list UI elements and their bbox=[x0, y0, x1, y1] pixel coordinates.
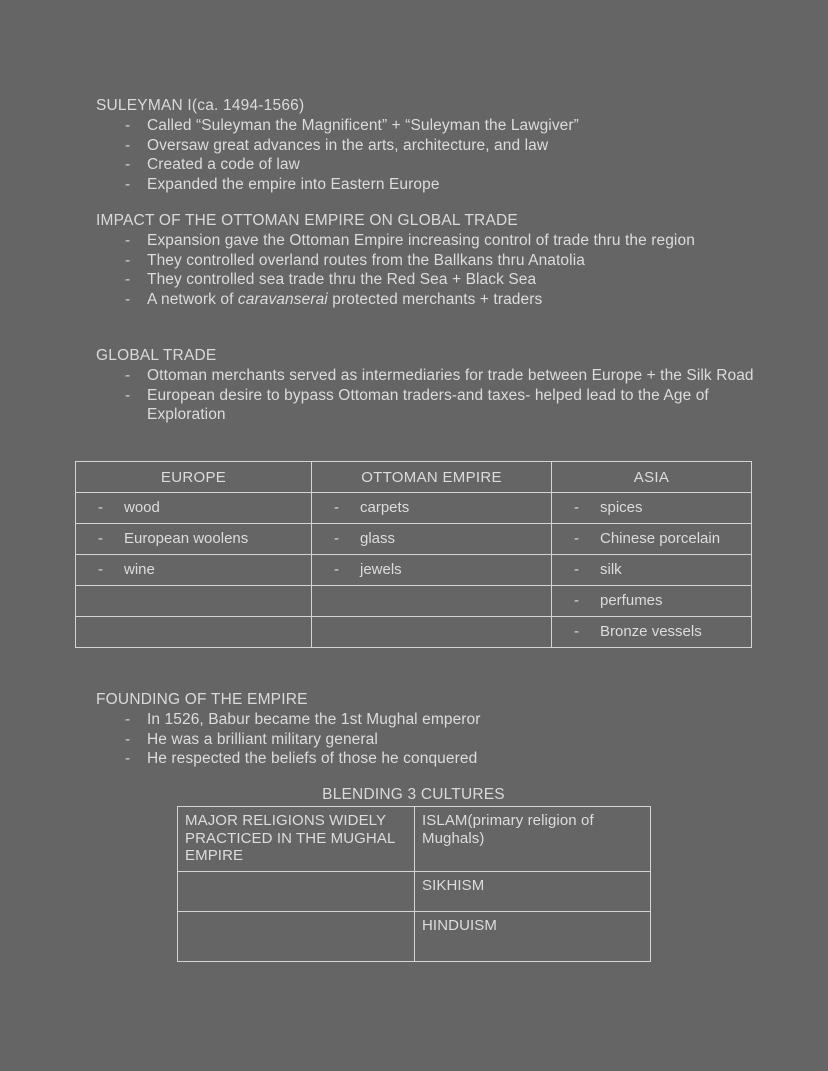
section-impact-ottoman-trade bbox=[96, 211, 756, 309]
list-item-caravanserai bbox=[96, 290, 756, 310]
bullet-dash-icon: - bbox=[125, 175, 131, 193]
bullet-dash-icon: - bbox=[125, 750, 131, 768]
table-row bbox=[76, 524, 752, 555]
list-item-text: Expanded the empire into Eastern Europe bbox=[147, 175, 440, 193]
list-item bbox=[96, 155, 756, 175]
cell-europe bbox=[76, 524, 312, 555]
list-item-text: In 1526, Babur became the 1st Mughal emperor bbox=[147, 711, 481, 728]
list-item bbox=[96, 251, 756, 271]
list-item bbox=[96, 749, 756, 769]
list-item bbox=[96, 231, 756, 251]
column-header-europe: EUROPE bbox=[76, 462, 312, 493]
bullet-list bbox=[96, 116, 756, 194]
bullet-dash-icon: - bbox=[125, 156, 131, 174]
bullet-dash-icon: - bbox=[574, 623, 579, 640]
list-item bbox=[96, 116, 756, 136]
bullet-dash-icon: - bbox=[125, 730, 131, 748]
cell-ottoman-empty bbox=[312, 586, 552, 617]
list-item bbox=[96, 386, 756, 425]
cell-text: carpets bbox=[360, 499, 410, 516]
list-item-text: They controlled overland routes from the Ballkans thru Anatolia bbox=[147, 251, 585, 269]
cell-asia bbox=[552, 586, 752, 617]
cell-text: silk bbox=[600, 561, 622, 578]
cell-europe bbox=[76, 555, 312, 586]
cell-asia bbox=[552, 493, 752, 524]
cell-europe bbox=[76, 493, 312, 524]
cell-religion-hinduism: HINDUISM bbox=[415, 911, 651, 961]
bullet-dash-icon: - bbox=[125, 251, 131, 269]
section-suleyman bbox=[96, 96, 756, 194]
list-item-text: Ottoman merchants served as intermediaries for trade between Europe + the Silk Road bbox=[147, 367, 754, 384]
section-heading: SULEYMAN I(ca. 1494-1566) bbox=[96, 97, 305, 114]
bullet-dash-icon: - bbox=[98, 561, 103, 578]
bullet-list bbox=[96, 231, 756, 309]
cell-text: jewels bbox=[360, 561, 402, 578]
table-row bbox=[76, 617, 752, 648]
bullet-dash-icon: - bbox=[334, 530, 339, 547]
table-row bbox=[76, 555, 752, 586]
list-item-text: A network of caravanserai protected merchants + traders bbox=[147, 290, 543, 308]
cell-ottoman bbox=[312, 524, 552, 555]
bullet-dash-icon: - bbox=[98, 499, 103, 516]
list-item bbox=[96, 730, 756, 750]
cell-text: perfumes bbox=[600, 592, 663, 609]
cell-text: Chinese porcelain bbox=[600, 530, 721, 547]
bullet-dash-icon: - bbox=[98, 530, 103, 547]
cell-text: European woolens bbox=[124, 530, 249, 547]
section-heading: GLOBAL TRADE bbox=[96, 347, 217, 364]
bullet-dash-icon: - bbox=[334, 561, 339, 578]
cell-ottoman-empty bbox=[312, 617, 552, 648]
cell-religion-sikhism: SIKHISM bbox=[415, 871, 651, 911]
cell-text: glass bbox=[360, 530, 396, 547]
list-item-text: He respected the beliefs of those he conquered bbox=[147, 750, 478, 768]
cell-text: Bronze vessels bbox=[600, 623, 702, 640]
list-item bbox=[96, 710, 756, 730]
blending-cultures-title: BLENDING 3 CULTURES bbox=[322, 786, 505, 803]
table-row bbox=[178, 807, 651, 872]
bullet-dash-icon: - bbox=[125, 367, 131, 384]
bullet-dash-icon: - bbox=[125, 290, 131, 308]
list-item bbox=[96, 175, 756, 195]
mughal-religions-table bbox=[177, 806, 651, 962]
table-header-row bbox=[76, 462, 752, 493]
list-item-text: Expansion gave the Ottoman Empire increasing control of trade thru the region bbox=[147, 232, 695, 249]
list-item bbox=[96, 366, 756, 386]
list-item-text: He was a brilliant military general bbox=[147, 730, 378, 748]
cell-empty bbox=[178, 871, 415, 911]
italic-term: caravanserai bbox=[237, 290, 328, 308]
cell-ottoman bbox=[312, 555, 552, 586]
column-header-asia: ASIA bbox=[552, 462, 752, 493]
list-item-text: Oversaw great advances in the arts, architecture, and law bbox=[147, 136, 549, 154]
cell-europe-empty bbox=[76, 617, 312, 648]
section-founding-empire bbox=[96, 690, 756, 769]
bullet-dash-icon: - bbox=[125, 232, 131, 249]
cell-ottoman bbox=[312, 493, 552, 524]
list-item bbox=[96, 136, 756, 156]
table-row bbox=[178, 871, 651, 911]
cell-religion-islam: ISLAM(primary religion of Mughals) bbox=[415, 807, 651, 872]
list-item-text: European desire to bypass Ottoman traders-and taxes- helped lead to the Age of Exploration bbox=[147, 386, 709, 424]
section-global-trade bbox=[96, 346, 756, 425]
bullet-dash-icon: - bbox=[125, 271, 131, 289]
cell-text: spices bbox=[600, 499, 643, 516]
cell-text: wine bbox=[124, 561, 155, 578]
bullet-list bbox=[96, 710, 756, 769]
bullet-dash-icon: - bbox=[334, 499, 339, 516]
section-heading: IMPACT OF THE OTTOMAN EMPIRE ON GLOBAL TRADE bbox=[96, 212, 518, 229]
bullet-dash-icon: - bbox=[574, 499, 579, 516]
column-header-ottoman-empire: OTTOMAN EMPIRE bbox=[312, 462, 552, 493]
list-item-text: Called “Suleyman the Magnificent” + “Suleyman the Lawgiver” bbox=[147, 117, 579, 134]
bullet-dash-icon: - bbox=[125, 711, 131, 728]
bullet-dash-icon: - bbox=[125, 386, 131, 404]
cell-asia bbox=[552, 555, 752, 586]
bullet-dash-icon: - bbox=[574, 561, 579, 578]
list-item-text: They controlled sea trade thru the Red Sea + Black Sea bbox=[147, 271, 537, 289]
cell-europe-empty bbox=[76, 586, 312, 617]
bullet-dash-icon: - bbox=[574, 530, 579, 547]
cell-asia bbox=[552, 524, 752, 555]
list-item-text: Created a code of law bbox=[147, 156, 300, 174]
section-heading: FOUNDING OF THE EMPIRE bbox=[96, 691, 308, 708]
bullet-list bbox=[96, 366, 756, 425]
cell-empty bbox=[178, 911, 415, 961]
table-row bbox=[178, 911, 651, 961]
cell-text: wood bbox=[124, 499, 160, 516]
table-row bbox=[76, 493, 752, 524]
bullet-dash-icon: - bbox=[574, 592, 579, 609]
bullet-dash-icon: - bbox=[125, 117, 131, 134]
list-item bbox=[96, 270, 756, 290]
cell-religion-category: MAJOR RELIGIONS WIDELY PRACTICED IN THE MUGHAL EMPIRE bbox=[178, 807, 415, 872]
table-row bbox=[76, 586, 752, 617]
bullet-dash-icon: - bbox=[125, 136, 131, 154]
trade-goods-table bbox=[75, 461, 752, 648]
cell-asia bbox=[552, 617, 752, 648]
